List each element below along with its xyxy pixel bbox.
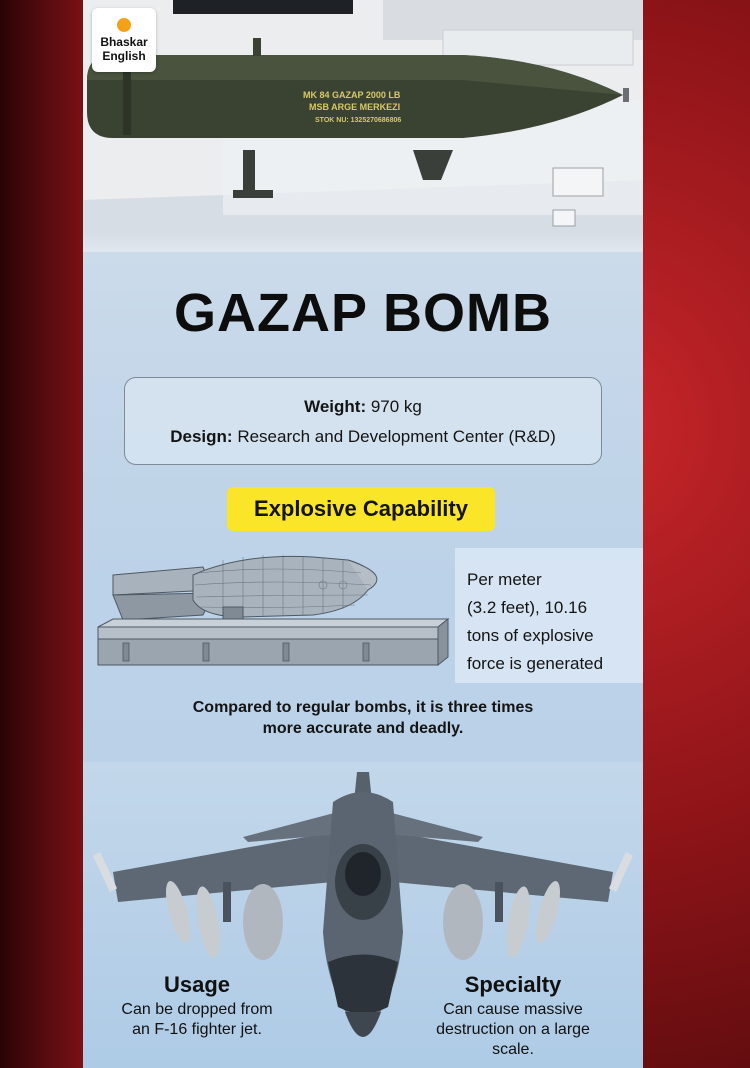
stencil-line-2: MSB ARGE MERKEZI	[309, 102, 401, 112]
design-value: Research and Development Center (R&D)	[232, 427, 556, 446]
force-line-4: force is generated	[467, 654, 604, 673]
specialty-text	[413, 1000, 613, 1060]
usage-line-2: an F-16 fighter jet.	[132, 1021, 262, 1038]
weight-row	[125, 392, 601, 422]
bomb-photo-illustration	[83, 0, 643, 252]
weight-value: 970 kg	[366, 397, 422, 416]
bomb-photo	[83, 0, 643, 252]
sun-icon	[117, 18, 131, 32]
bhaskar-english-logo[interactable]	[92, 8, 156, 72]
section-label-pill: Explosive Capability	[227, 487, 495, 531]
weight-label: Weight:	[304, 397, 367, 416]
specialty-line-2: destruction on a large	[436, 1021, 590, 1038]
logo-text-line1: Bhaskar	[100, 34, 148, 49]
usage-title: Usage	[163, 972, 231, 997]
comparison-text	[143, 697, 583, 739]
specialty-line-1: Can cause massive	[443, 1001, 583, 1018]
usage-text	[97, 1000, 297, 1040]
comparison-line-1: Compared to regular bombs, it is three times	[192, 699, 534, 716]
specialty-line-3: scale.	[492, 1041, 534, 1058]
force-line-1: Per meter	[467, 570, 542, 589]
spec-box	[124, 377, 602, 465]
specialty-title: Specialty	[464, 972, 562, 997]
background-left	[0, 0, 83, 1068]
usage-line-1: Can be dropped from	[121, 1001, 273, 1018]
bomb-wireframe-illustration	[93, 545, 453, 685]
design-row	[125, 422, 601, 452]
f16-jet-illustration	[83, 762, 643, 1068]
force-line-3: tons of explosive	[467, 626, 594, 645]
logo-text-line2: English	[102, 48, 146, 63]
stencil-line-1: MK 84 GAZAP 2000 LB	[303, 90, 401, 100]
comparison-line-2: more accurate and deadly.	[262, 720, 464, 737]
stencil-line-3: STOK NU: 1325270686806	[315, 117, 402, 124]
page-title: GAZAP BOMB	[173, 283, 552, 343]
design-label: Design:	[170, 427, 233, 446]
force-line-2: (3.2 feet), 10.16	[467, 598, 588, 617]
explosive-force-text	[455, 548, 643, 683]
infographic-card	[83, 0, 643, 1068]
